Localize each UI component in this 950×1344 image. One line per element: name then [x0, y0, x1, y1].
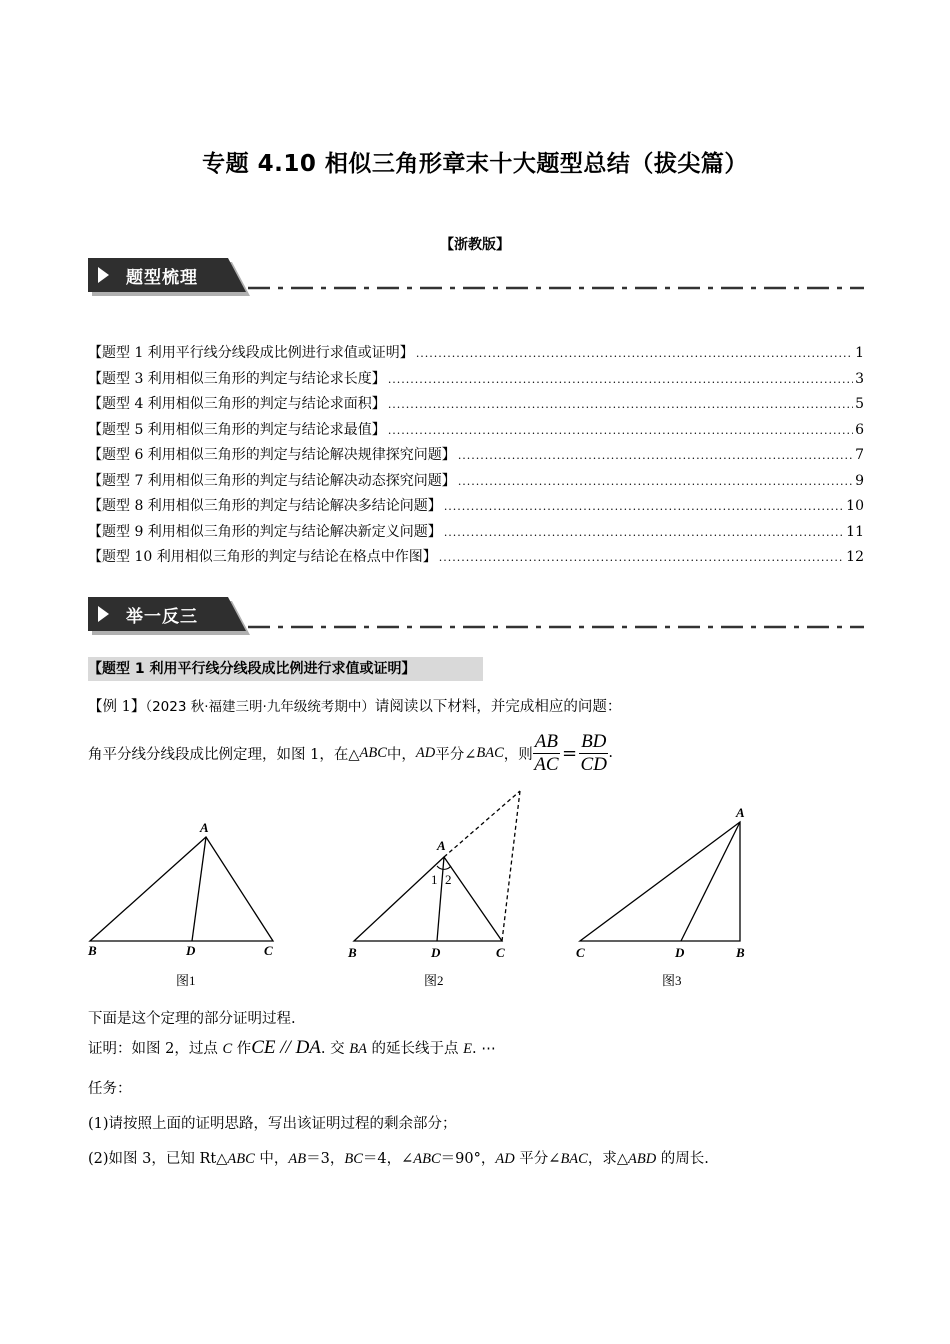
extension-ba [444, 791, 520, 857]
table-of-contents [88, 342, 864, 572]
task2-f: 平分∠ [514, 1151, 561, 1167]
triangle-abc [90, 837, 273, 941]
task2-g: ，求△ [587, 1151, 628, 1167]
toc-page-number: 9 [855, 472, 864, 489]
segment-ad [192, 837, 206, 941]
proof-point-c: C [222, 1041, 233, 1057]
toc-entry[interactable] [88, 444, 864, 470]
toc-leader-dots [458, 475, 853, 488]
figure-3-caption: 图3 [662, 973, 682, 988]
toc-leader-dots [444, 526, 844, 539]
proof-make: 作 [232, 1041, 252, 1057]
fraction-numerator: BD [581, 730, 607, 752]
edition-label: 【浙教版】 [440, 237, 510, 253]
figures-group [80, 785, 780, 995]
task2-b: 中， [254, 1151, 289, 1167]
segment-ce [502, 791, 520, 941]
label-c: C [264, 943, 273, 958]
proof-line [88, 1037, 496, 1059]
task2-abd: ABD [628, 1151, 657, 1167]
triangle-abc [354, 857, 502, 941]
toc-entry-label: 【题型 6 利用相似三角形的判定与结论解决规律探究问题】 [88, 447, 456, 463]
proof-start: 证明：如图 2，过点 [88, 1041, 223, 1057]
toc-leader-dots [458, 449, 853, 462]
label-angle-1: 1 [431, 872, 438, 887]
toc-entry-label: 【题型 7 利用相似三角形的判定与结论解决动态探究问题】 [88, 472, 456, 489]
task2-h: 的周长. [656, 1151, 709, 1167]
theorem-then: ，则 [503, 746, 533, 763]
toc-entry-label: 【题型 5 利用相似三角形的判定与结论求最值】 [88, 421, 386, 438]
figure-2-caption: 图2 [424, 973, 444, 988]
theorem-text: 角平分线分线段成比例定理，如图 1，在△ [88, 746, 360, 763]
theorem-mid: 中， [386, 746, 416, 763]
proof-intro: 下面是这个定理的部分证明过程. [88, 1011, 296, 1027]
toc-leader-dots [388, 398, 853, 411]
toc-leader-dots [388, 373, 853, 386]
toc-entry[interactable] [88, 342, 864, 368]
task-1: (1)请按照上面的证明思路，写出该证明过程的剩余部分； [88, 1116, 457, 1132]
toc-page-number: 10 [846, 498, 864, 514]
task2-angle: ABC [413, 1151, 441, 1167]
label-a: A [437, 838, 446, 853]
figure-1-caption: 图1 [176, 973, 196, 988]
task2-d: ＝4，∠ [362, 1151, 414, 1167]
toc-leader-dots [439, 551, 844, 564]
task2-ad: AD [495, 1151, 515, 1167]
toc-page-number: 1 [855, 345, 864, 361]
task2-e: ＝90°， [440, 1151, 496, 1167]
label-d: D [675, 945, 685, 960]
toc-entry-label: 【题型 9 利用相似三角形的判定与结论解决新定义问题】 [88, 523, 442, 540]
fraction-denominator: AC [534, 753, 559, 775]
fraction-bd-cd [579, 731, 608, 776]
toc-page-number: 12 [846, 549, 864, 565]
task2-ab: AB [288, 1151, 307, 1167]
toc-entry-label: 【题型 1 利用平行线分线段成比例进行求值或证明】 [88, 345, 414, 361]
label-a: A [200, 820, 209, 835]
fraction-numerator: AB [534, 730, 558, 752]
toc-entry[interactable] [88, 546, 864, 572]
dash-rule [248, 285, 864, 291]
toc-entry[interactable] [88, 419, 864, 445]
page-title: 专题 4.10 相似三角形章末十大题型总结（拔尖篇） [202, 151, 748, 177]
label-d: D [431, 945, 441, 960]
theorem-abc: ABC [359, 744, 387, 761]
label-angle-2: 2 [445, 872, 452, 887]
banner-label: 题型梳理 [126, 268, 198, 288]
task-2 [88, 1147, 709, 1168]
label-b: B [736, 945, 745, 960]
figure-2 [347, 791, 520, 988]
dash-rule [248, 624, 864, 630]
theorem-line [88, 728, 613, 778]
example-line [88, 695, 621, 716]
toc-entry[interactable] [88, 470, 864, 496]
toc-entry-label: 【题型 3 利用相似三角形的判定与结论求长度】 [88, 370, 386, 387]
proof-end: . ⋯ [472, 1041, 496, 1057]
label-d: D [186, 943, 196, 958]
toc-page-number: 11 [846, 523, 864, 540]
equals-sign: = [561, 742, 578, 764]
example-source: （2023 秋·福建三明·九年级统考期中） [145, 699, 375, 715]
fraction-ab-ac [533, 731, 560, 776]
period: . [608, 745, 614, 761]
toc-entry-label: 【题型 4 利用相似三角形的判定与结论求面积】 [88, 396, 386, 412]
banner-examples [88, 597, 864, 637]
fraction-denominator: CD [580, 753, 607, 775]
label-c: C [496, 945, 505, 960]
banner-label: 举一反三 [126, 607, 198, 627]
proof-parallel: CE // DA [251, 1037, 321, 1058]
task2-a: (2)如图 3，已知 Rt△ [88, 1151, 228, 1167]
theorem-bac: BAC [476, 744, 504, 761]
proof-point-e: E [463, 1041, 473, 1057]
example-label: 【例 1】 [88, 699, 146, 715]
toc-leader-dots [444, 500, 844, 513]
label-b: B [348, 945, 357, 960]
toc-entry[interactable] [88, 495, 864, 521]
toc-entry[interactable] [88, 393, 864, 419]
toc-entry-label: 【题型 8 利用相似三角形的判定与结论解决多结论问题】 [88, 498, 442, 514]
task2-c: ＝3， [306, 1151, 345, 1167]
toc-entry-label: 【题型 10 利用相似三角形的判定与结论在格点中作图】 [88, 549, 437, 565]
task2-abc: ABC [227, 1151, 255, 1167]
play-triangle-icon [98, 267, 109, 283]
toc-leader-dots [388, 424, 853, 437]
figure-1 [87, 820, 273, 988]
proof-ba: BA [349, 1041, 367, 1057]
theorem-ad: AD [415, 744, 436, 761]
toc-entry[interactable] [88, 521, 864, 547]
label-b: B [88, 943, 97, 958]
play-triangle-icon [98, 606, 109, 622]
angle-arc [437, 866, 451, 869]
task-label: 任务： [88, 1081, 132, 1097]
section-heading: 【题型 1 利用平行线分线段成比例进行求值或证明】 [88, 657, 483, 681]
toc-page-number: 5 [855, 396, 864, 412]
figure-3 [576, 805, 745, 988]
example-prompt: 请阅读以下材料，并完成相应的问题： [374, 699, 622, 715]
toc-leader-dots [416, 347, 853, 360]
toc-entry[interactable] [88, 368, 864, 394]
toc-page-number: 6 [855, 421, 864, 438]
task2-bac: BAC [560, 1151, 588, 1167]
toc-page-number: 7 [855, 447, 864, 463]
banner-outline [88, 258, 864, 298]
task2-bc: BC [344, 1151, 363, 1167]
theorem-bisect: 平分∠ [435, 746, 477, 763]
triangle-abc [580, 822, 740, 941]
proof-mid: . 交 [320, 1041, 350, 1057]
toc-page-number: 3 [855, 370, 864, 387]
label-c: C [576, 945, 585, 960]
proof-ext: 的延长线于点 [366, 1041, 464, 1057]
label-a: A [736, 805, 745, 820]
segment-ad [681, 822, 740, 941]
